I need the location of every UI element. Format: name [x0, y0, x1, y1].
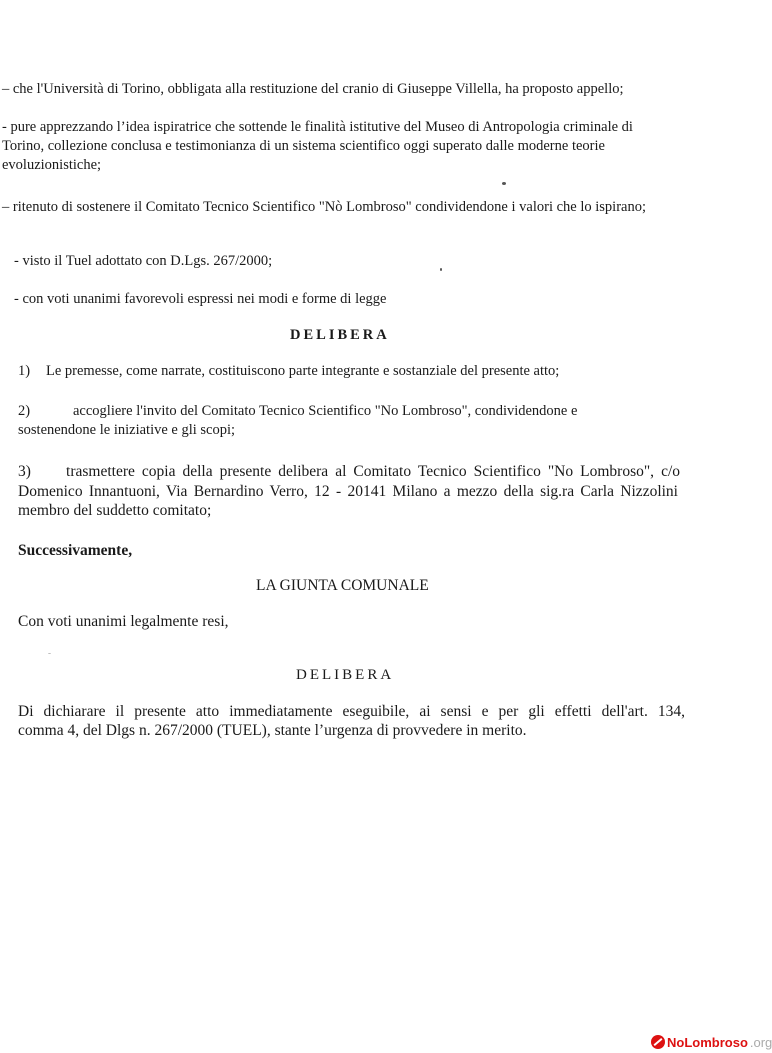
item-1: [18, 362, 559, 380]
item-3-number: 3): [18, 463, 31, 480]
item-3-text-1: trasmettere copia della presente delibera al Comitato Tecnico Scientifico "No Lombroso", c/o: [66, 463, 681, 480]
item-3-line-3: membro del suddetto comitato;: [18, 502, 212, 519]
paragraph-legal-votes: Con voti unanimi legalmente resi,: [18, 613, 229, 630]
successivamente-label: Successivamente,: [18, 542, 133, 559]
scan-speck: [440, 268, 442, 271]
delibera-heading-2: DELIBERA: [296, 667, 395, 683]
paragraph-museum-line-3: evoluzionistiche;: [2, 157, 102, 173]
scan-speck: [48, 653, 51, 654]
final-paragraph-line-2: comma 4, del Dlgs n. 267/2000 (TUEL), stante l’urgenza di provvedere in merito.: [18, 722, 527, 739]
scan-speck: [502, 182, 506, 185]
watermark-text-domain: .org: [749, 1034, 772, 1050]
paragraph-museum-line-2: Torino, collezione conclusa e testimonianza di un sistema scientifico oggi superato dalle moderne teorie: [2, 138, 605, 154]
item-2-number: 2): [18, 403, 31, 419]
delibera-heading-1: DELIBERA: [290, 327, 390, 343]
giunta-comunale-title: LA GIUNTA COMUNALE: [256, 577, 429, 594]
final-paragraph-line-1: Di dichiarare il presente atto immediatamente eseguibile, ai sensi e per gli effetti dell'art. 134,: [18, 703, 685, 720]
paragraph-museum-line-1: - pure apprezzando l’idea ispiratrice che sottende le finalità istitutive del Museo di Antropologia criminale di: [2, 119, 633, 135]
item-3-line-2: Domenico Innantuoni, Via Bernardino Verro, 12 - 20141 Milano a mezzo della sig.ra Carla Nizzolini: [18, 483, 678, 500]
item-1-number: 1): [18, 363, 31, 379]
item-1-text: Le premesse, come narrate, costituiscono parte integrante e sostanziale del presente atto;: [46, 363, 560, 379]
paragraph-university-appeal: – che l'Università di Torino, obbligata alla restituzione del cranio di Giuseppe Villella, ha proposto appello;: [2, 81, 624, 97]
no-sign-icon: [651, 1035, 665, 1049]
item-2-line-1: [18, 402, 577, 420]
paragraph-tuel: - visto il Tuel adottato con D.Lgs. 267/2000;: [14, 253, 273, 269]
watermark-text-main: NoLombroso: [667, 1034, 748, 1050]
paragraph-support-committee: – ritenuto di sostenere il Comitato Tecnico Scientifico "Nò Lombroso" condividendone i valori che lo ispirano;: [2, 199, 646, 215]
item-3-line-1: [18, 463, 680, 481]
paragraph-unanimous-votes: - con voti unanimi favorevoli espressi nei modi e forme di legge: [14, 291, 387, 307]
nolombroso-watermark: [651, 1034, 772, 1050]
item-2-line-2: sostenendone le iniziative e gli scopi;: [18, 422, 236, 438]
item-2-text-1: accogliere l'invito del Comitato Tecnico Scientifico "No Lombroso", condividendone e: [73, 403, 578, 419]
